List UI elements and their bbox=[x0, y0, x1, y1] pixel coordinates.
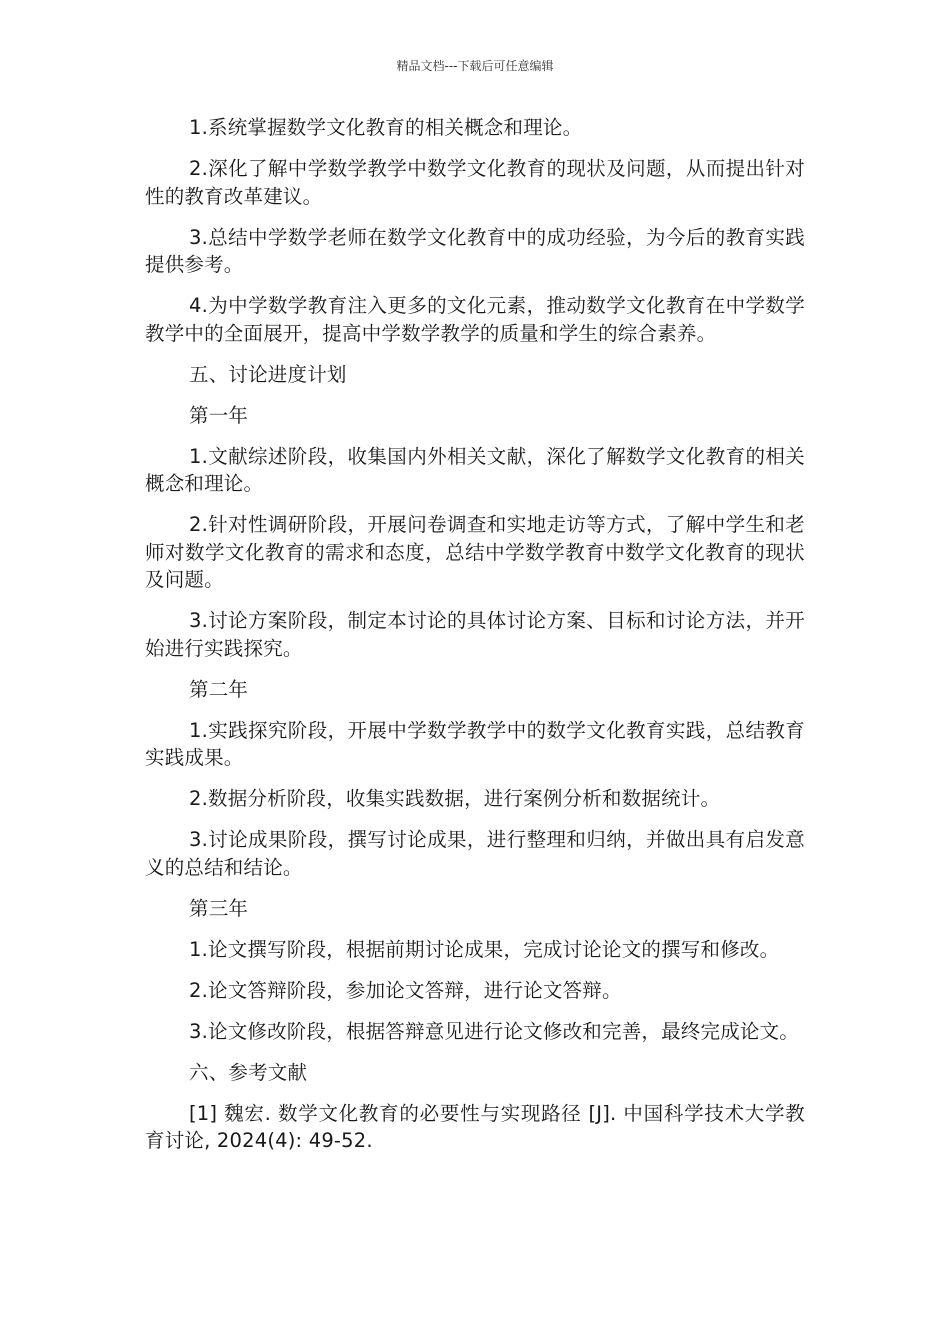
year3-item-2: 2.论文答辩阶段，参加论文答辩，进行论文答辩。 bbox=[189, 978, 622, 1002]
goal-item-4: 4.为中学数学教育注入更多的文化元素，推动数学文化教育在中学数学教学中的全面展开，提高中学数学教学的质量和学生的综合素养。 bbox=[145, 294, 805, 345]
goal-item-1: 1.系统掌握数学文化教育的相关概念和理论。 bbox=[189, 116, 583, 139]
year1-item-2: 2.针对性调研阶段，开展问卷调查和实地走访等方式，了解中学生和老师对数学文化教育的需求和态度，总结中学数学教育中数学文化教育的现状及问题。 bbox=[145, 513, 805, 591]
year2-item-2: 2.数据分析阶段，收集实践数据，进行案例分析和数据统计。 bbox=[189, 787, 721, 810]
page-header: 精品文档---下载后可任意编辑 bbox=[396, 59, 554, 73]
reference-item-1: [1] 魏宏. 数学文化教育的必要性与实现路径 [J]. 中国科学技术大学教育讨论, 2024(4): 49-52. bbox=[145, 1101, 805, 1152]
year1-item-3: 3.讨论方案阶段，制定本讨论的具体讨论方案、目标和讨论方法，并开始进行实践探究。 bbox=[145, 609, 805, 660]
section-heading-references: 六、参考文献 bbox=[189, 1060, 308, 1084]
year2-item-1: 1.实践探究阶段，开展中学数学教学中的数学文化教育实践，总结教育实践成果。 bbox=[145, 718, 805, 769]
year1-item-1: 1.文献综述阶段，收集国内外相关文献，深化了解数学文化教育的相关概念和理论。 bbox=[145, 444, 805, 495]
year-heading-3: 第三年 bbox=[189, 896, 249, 920]
year2-item-3: 3.讨论成果阶段，撰写讨论成果，进行整理和归纳，并做出具有启发意义的总结和结论。 bbox=[145, 828, 805, 879]
goal-item-2: 2.深化了解中学数学教学中数学文化教育的现状及问题，从而提出针对性的教育改革建议。 bbox=[145, 157, 805, 208]
year3-item-3: 3.论文修改阶段，根据答辩意见进行论文修改和完善，最终完成论文。 bbox=[189, 1019, 800, 1043]
section-heading-schedule: 五、讨论进度计划 bbox=[189, 362, 347, 386]
goal-item-3: 3.总结中学数学老师在数学文化教育中的成功经验，为今后的教育实践提供参考。 bbox=[145, 225, 805, 276]
year-heading-2: 第二年 bbox=[189, 677, 249, 701]
document-body bbox=[145, 114, 805, 1168]
year-heading-1: 第一年 bbox=[189, 403, 249, 427]
year3-item-1: 1.论文撰写阶段，根据前期讨论成果，完成讨论论文的撰写和修改。 bbox=[189, 937, 780, 961]
